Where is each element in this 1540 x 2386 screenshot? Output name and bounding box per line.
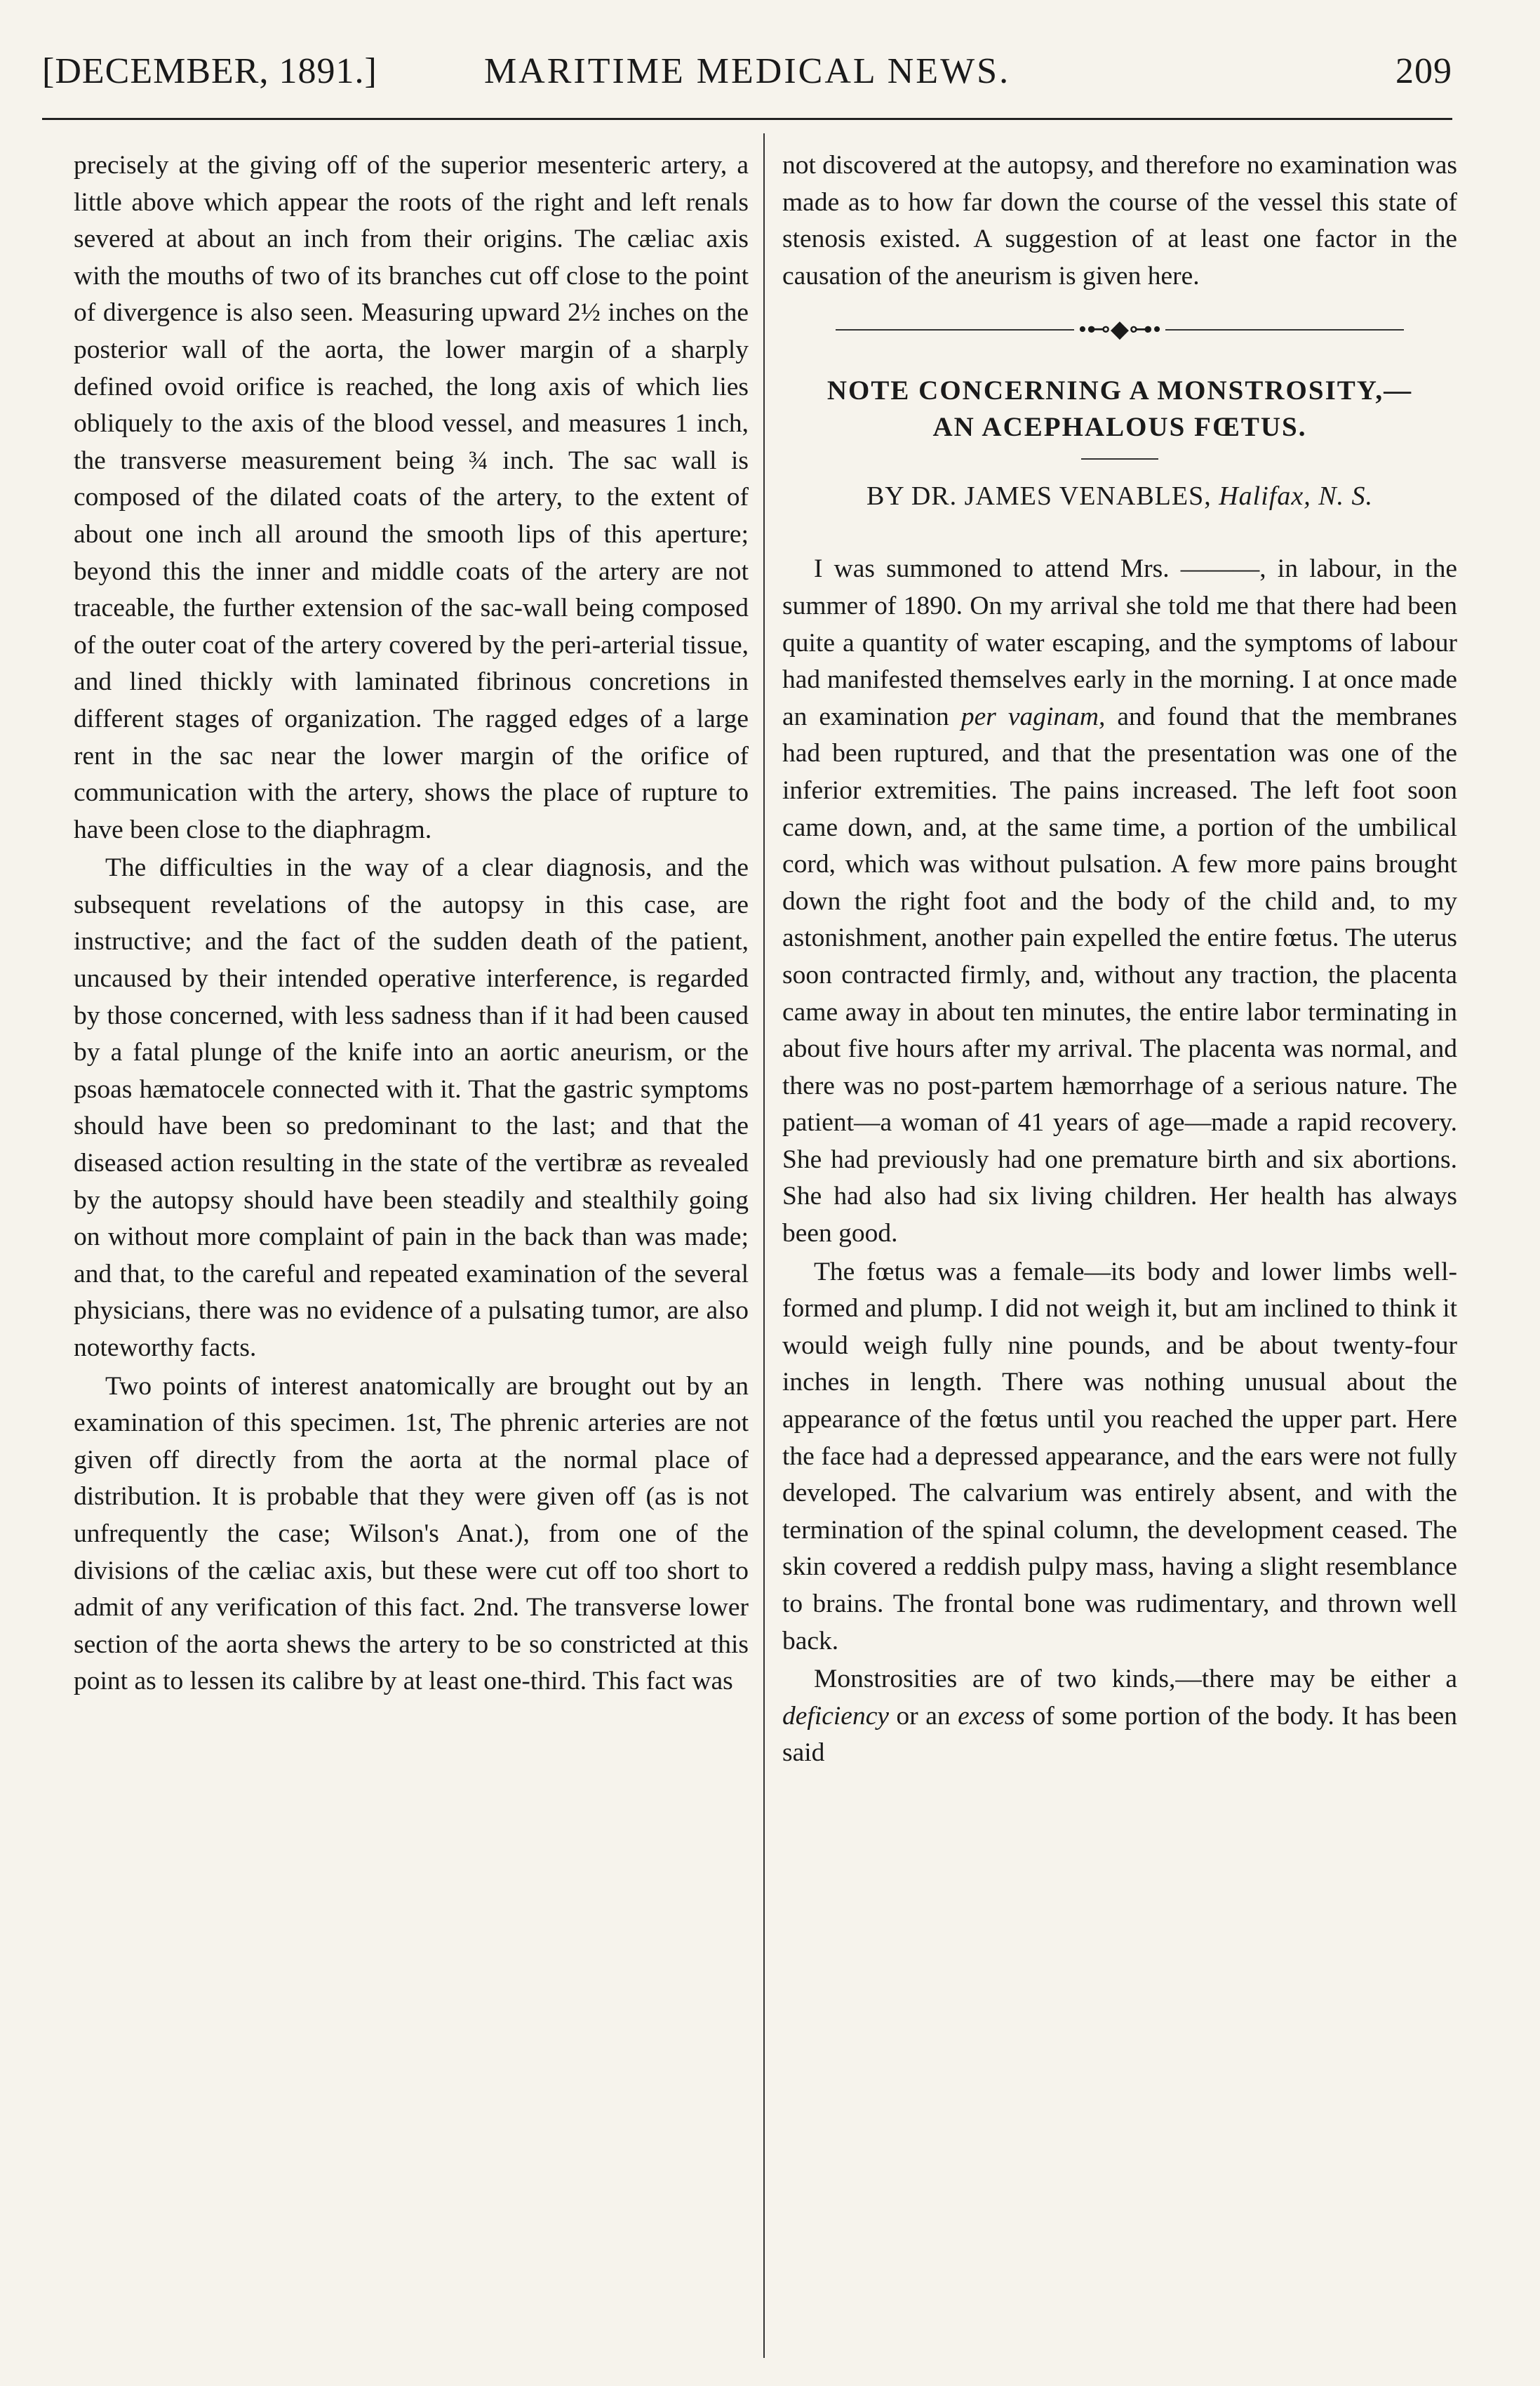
column-divider (763, 133, 765, 2358)
emphasis-term: excess (958, 1701, 1025, 1731)
journal-title: MARITIME MEDICAL NEWS. (483, 51, 1011, 91)
header-date: [DECEMBER, 1891.] (42, 51, 377, 91)
emphasis-term: deficiency (782, 1701, 889, 1731)
page-number: 209 (1395, 51, 1452, 91)
section-ornament: •⊷◆⊶• (782, 310, 1457, 348)
right-column (782, 147, 1457, 1773)
latin-term: per vaginam, (960, 702, 1106, 731)
paragraph: Monstrosities are of two kinds,—there may be either a deficiency or an excess of some portion of the body. It has been said (782, 1665, 1457, 1768)
author-location: Halifax, N. S. (1219, 481, 1374, 511)
paragraph: The difficulties in the way of a clear diagnosis, and the subsequent revelations of the autopsy in this case, are instructive; and the fact of the sudden death of the patient, uncaused by their intended operative interference, is regarded by those concerned, with less sadness than if it had been caused by a fatal plunge of the knife into an aortic aneurism, or the psoas hæmatocele connected with it. That the gastric symptoms should have been so predominant to the last; and that the diseased action resulting in the state of the vertibræ as revealed by the autopsy should have been steadily and stealthily going on without more complaint of pain in the back than was made; and that, to the careful and repeated examination of the several physicians, there was no evidence of a pulsating tumor, are also noteworthy facts. (74, 853, 749, 1362)
paragraph: precisely at the giving off of the superior mesenteric artery, a little above which appear the roots of the right and left renals severed at about an inch from their origins. The cæliac axis with the mouths of two of its branches cut off close to the point of divergence is also seen. Measuring upward 2½ inches on the posterior wall of the aorta, the lower margin of a sharply defined ovoid orifice is reached, the long axis of which lies obliquely to the axis of the blood vessel, and measures 1 inch, the transverse measurement being ¾ inch. The sac wall is composed of the dilated coats of the artery, to the extent of about one inch all around the smooth lips of this aperture; beyond this the inner and middle coats of the artery are not traceable, the further extension of the sac-wall being composed of the outer coat of the artery covered by the peri-arterial tissue, and lined thickly with laminated fibrinous concretions in different stages of organization. The ragged edges of a large rent in the sac near the lower margin of the orifice of communication with the artery, shows the place of rupture to have been close to the diaphragm. (74, 151, 749, 844)
paragraph: not discovered at the autopsy, and therefore no examination was made as to how far down the course of the vessel this state of stenosis existed. A suggestion of at least one factor in the causation of the aneurism is given here. (782, 151, 1457, 291)
left-column (74, 147, 749, 1702)
paragraph: The fœtus was a female—its body and lower limbs well-formed and plump. I did not weigh it, but am inclined to think it would weigh fully nine pounds, and be about twenty-four inches in length. There was nothing unusual about the appearance of the fœtus until you reached the upper part. Here the face had a depressed appearance, and the ears were not fully developed. The calvarium was entirely absent, and with the termination of the spinal column, the development ceased. The skin covered a reddish pulpy mass, having a slight resemblance to brains. The frontal bone was rudimentary, and thrown well back. (782, 1257, 1457, 1655)
title-rule (1081, 458, 1158, 460)
byline (782, 478, 1457, 515)
paragraph: Two points of interest anatomically are brought out by an examination of this specimen. 1st, The phrenic arteries are not given off directly from the aorta at the normal place of distribution. It is probable that they were given off (as is not unfrequently the case; Wilson's Anat.), from one of the divisions of the cæliac axis, but these were cut off too short to admit of any verification of this fact. 2nd. The transverse lower section of the aorta shews the artery to be so constricted at this point as to lessen its calibre by at least one-third. This fact was (74, 1371, 749, 1696)
article-title-line: AN ACEPHALOUS FŒTUS. (932, 411, 1307, 442)
author-name: BY DR. JAMES VENABLES, (866, 481, 1212, 511)
article-title-line: NOTE CONCERNING A MONSTROSITY,— (826, 375, 1413, 406)
running-header (42, 44, 1452, 105)
header-rule (42, 118, 1452, 120)
paragraph: I was summoned to attend Mrs. ———, in labour, in the summer of 1890. On my arrival she told me that there had been quite a quantity of water escaping, and the symptoms of labour had manifested themselves early in the morning. I at once made an examination per vaginam, and found that the membranes had been ruptured, and that the presentation was one of the inferior extremities. The pains increased. The left foot soon came down, and, at the same time, a portion of the umbilical cord, which was without pulsation. A few more pains brought down the right foot and the body of the child and, to my astonishment, another pain expelled the entire fœtus. The uterus soon contracted firmly, and, without any traction, the placenta came away in about ten minutes, the entire labor terminating in about five hours after my arrival. The placenta was normal, and there was no post-partem hæmorrhage of a serious nature. The patient—a woman of 41 years of age—made a rapid recovery. She had previously had one premature birth and six abortions. She had also had six living children. Her health has always been good. (782, 554, 1457, 1248)
article-title (782, 373, 1457, 446)
